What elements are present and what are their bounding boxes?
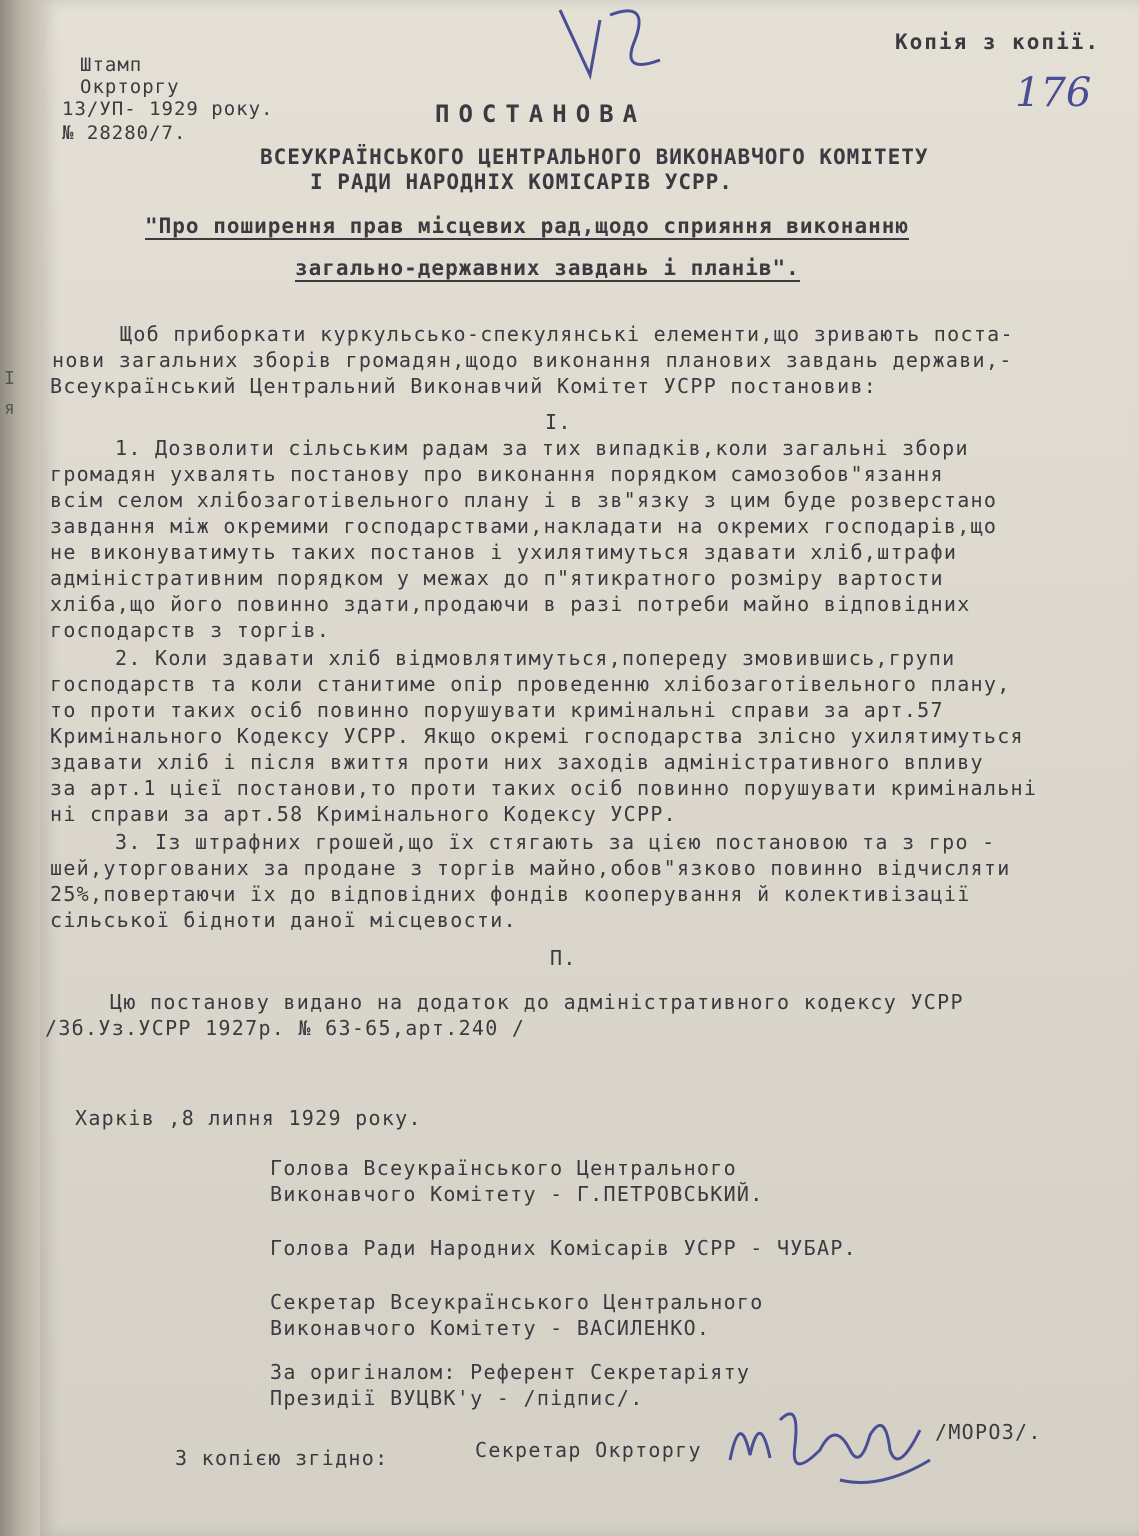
paragraph-line: 1. Дозволити сільським радам за тих випадків,коли загальні збори (115, 436, 969, 460)
document-subtitle: І РАДИ НАРОДНІХ КОМІСАРІВ УСРР. (310, 170, 733, 194)
attestation-name: /МОРОЗ/. (935, 1420, 1042, 1444)
document-subtitle: ВСЕУКРАЇНСЬКОГО ЦЕНТРАЛЬНОГО ВИКОНАВЧОГО КОМІТЕТУ (260, 145, 929, 169)
paragraph-line: ні справи за арт.58 Кримінального Кодексу УСРР. (50, 802, 678, 826)
handwritten-signature-icon (720, 1390, 950, 1500)
paragraph-line: господарств та коли станитиме опір проведенню хлібозаготівельного плану, (50, 672, 1011, 696)
stamp-line: Штамп (80, 54, 143, 76)
intro-line: нови загальних зборів громадян,щодо виконання планових завдань держави,- (52, 348, 1013, 372)
appendix-line: /Зб.Уз.УСРР 1927р. № 63-65,арт.240 / (45, 1016, 526, 1040)
intro-line: Всеукраїнський Центральний Виконавчий Комітет УСРР постановив: (50, 374, 878, 398)
resolution-heading: "Про поширення прав місцевих рад,щодо сприяння виконанню (145, 214, 910, 238)
paragraph-line: всім селом хлібозаготівельного плану і в зв"язку з цим буде розверстано (50, 488, 998, 512)
paragraph-line: за арт.1 цієї постанови,то проти таких осіб повинно порушувати кримінальні (50, 776, 1038, 800)
paragraph-line: Кримінального Кодексу УСРР. Якщо окремі господарства злісно ухилятимуться (50, 724, 1024, 748)
paragraph-line: не виконуватимуть таких постанов і ухилятимуться здавати хліб,штрафи (50, 540, 958, 564)
copy-note: Копія з копії. (895, 30, 1101, 54)
paragraph-line: господарств з торгів. (50, 618, 331, 642)
paragraph-line: шей,уторгованих за продане з торгів майно,обов"язково повинно відчисляти (50, 856, 1011, 880)
paragraph-line: 25%,повертаючи їх до відповідних фондів кооперування й колективізації (50, 882, 971, 906)
intro-line: Щоб приборкати куркульсько-спекулянські елементи,що зривають поста- (120, 322, 1014, 346)
stamp-line: Окрторгу (80, 76, 180, 98)
section-number: П. (550, 946, 577, 970)
paragraph-line: завдання між окремими господарствами,накладати на окремих господарів,що (50, 514, 998, 538)
place-date: Харків ,8 липня 1929 року. (75, 1106, 422, 1130)
paragraph-line: сільської бідноти даної місцевости. (50, 908, 517, 932)
stamp-line: № 28280/7. (62, 122, 187, 144)
document-page (40, 0, 1139, 1536)
appendix-line: Цю постанову видано на додаток до адміністративного кодексу УСРР (110, 990, 964, 1014)
attestation-label: З копією згідно: (175, 1446, 389, 1470)
margin-fragment: І (4, 368, 15, 389)
paragraph-line: хліба,що його повинно здати,продаючи в разі потреби майно відповідних (50, 592, 971, 616)
original-note: Президії ВУЦВК'у - /підпис/. (270, 1386, 644, 1410)
paragraph-line: 2. Коли здавати хліб відмовлятимуться,попереду змовившись,групи (115, 646, 956, 670)
attestation-role: Секретар Окрторгу (475, 1438, 702, 1462)
paragraph-line: адміністративним порядком у межах до п"ятикратного розміру вартости (50, 566, 944, 590)
paragraph-line: то проти таких осіб повинно порушувати кримінальні справи за арт.57 (50, 698, 944, 722)
paragraph-line: 3. Із штрафних грошей,що їх стягають за цією постановою та з гро - (115, 830, 996, 854)
signatory-line: Голова Ради Народних Комісарів УСРР - ЧУБАР. (270, 1236, 858, 1260)
signatory-line: Виконавчого Комітету - ВАСИЛЕНКО. (270, 1316, 711, 1340)
stamp-line: 13/УП- 1929 року. (62, 98, 274, 120)
resolution-heading: загально-державних завдань і планів". (295, 256, 800, 280)
section-number: І. (545, 410, 572, 434)
paragraph-line: громадян ухвалять постанову про виконання порядком самозобов"язання (50, 462, 944, 486)
ink-scribble-icon (540, 0, 690, 100)
signatory-line: Голова Всеукраїнського Центрального (270, 1156, 737, 1180)
document-title: ПОСТАНОВА (435, 100, 647, 128)
margin-fragment: я (4, 398, 15, 419)
handwritten-page-number: 176 (1015, 70, 1092, 116)
signatory-line: Секретар Всеукраїнського Центрального (270, 1290, 764, 1314)
signatory-line: Виконавчого Комітету - Г.ПЕТРОВСЬКИЙ. (270, 1182, 764, 1206)
original-note: За оригіналом: Референт Секретаріяту (270, 1360, 751, 1384)
paragraph-line: здавати хліб і після вжиття проти них заходів адміністративного впливу (50, 750, 984, 774)
